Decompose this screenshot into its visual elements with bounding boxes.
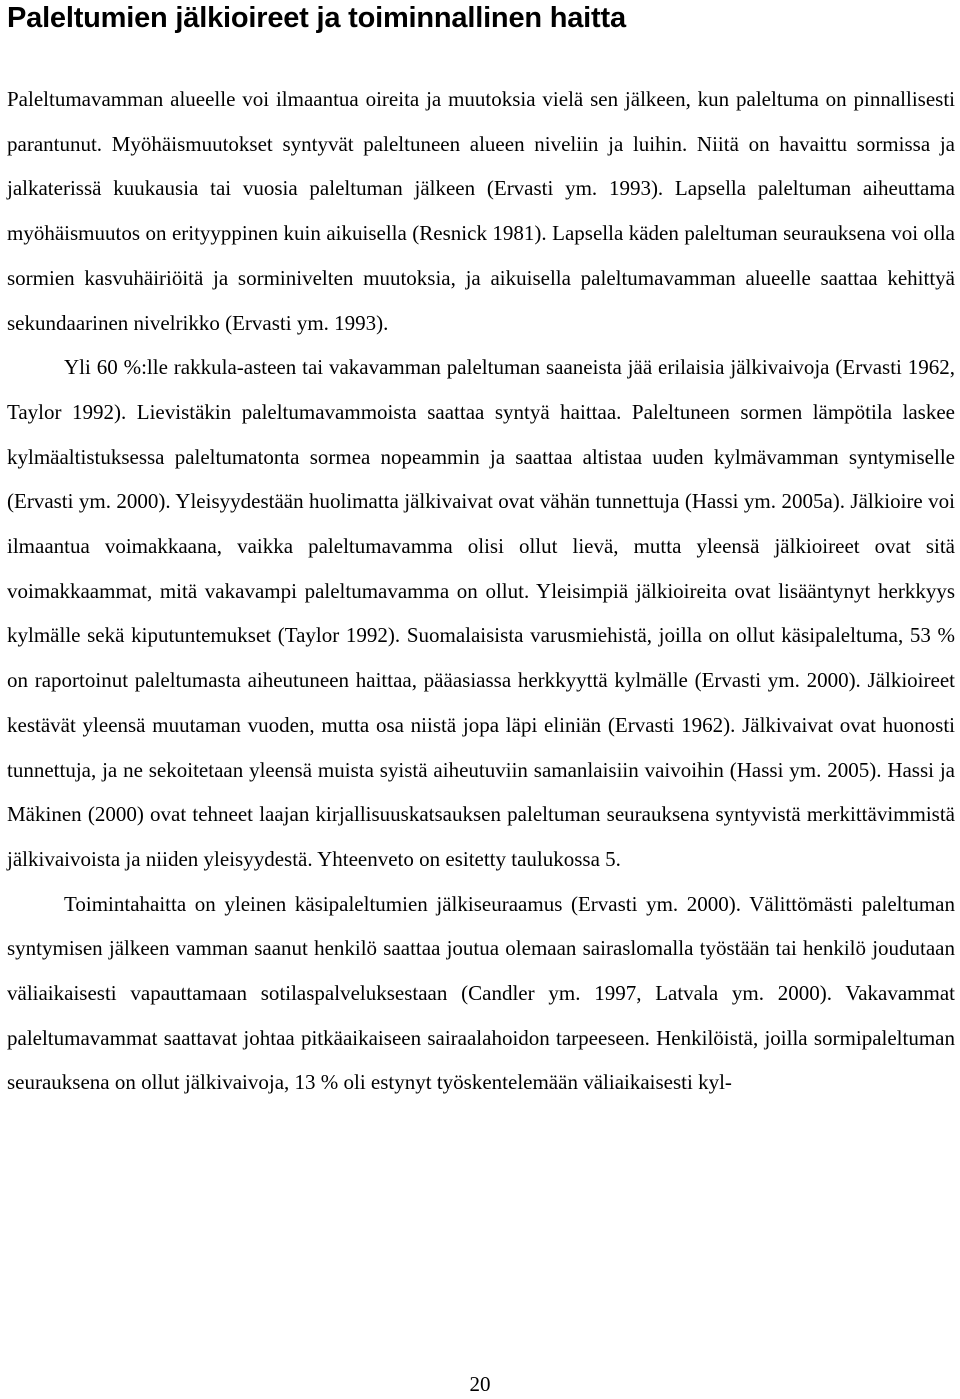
document-page xyxy=(7,0,955,1105)
paragraph-after-effects: Yli 60 %:lle rakkula-asteen tai vakavamman paleltuman saaneista jää erilaisia jälkivaivoja (Ervasti 1962, Taylor 1992). Lievistäkin paleltumavammoista saattaa syntyä haittaa. Paleltuneen sormen lämpötila laskee kylmäaltistuksessa paleltumatonta sormea nopeammin ja saattaa altistaa uuden kylmävamman syntymiselle (Ervasti ym. 2000). Yleisyydestään huolimatta jälkivaivat ovat vähän tunnettuja (Hassi ym. 2005a). Jälkioire voi ilmaantua voimakkaana, vaikka paleltumavamma olisi ollut lievä, mutta yleensä jälkioireet ovat sitä voimakkaammat, mitä vakavampi paleltumavamma on ollut. Yleisimpiä jälkioireita ovat lisääntynyt herkkyys kylmälle sekä kiputuntemukset (Taylor 1992). Suomalaisista varusmiehistä, joilla on ollut käsipaleltuma, 53 % on raportoinut paleltumasta aiheutuneen haittaa, pääasiassa herkkyyttä kylmälle (Ervasti ym. 2000). Jälkioireet kestävät yleensä muutaman vuoden, mutta osa niistä jopa läpi eliniän (Ervasti 1962). Jälkivaivat ovat huonosti tunnettuja, ja ne sekoitetaan yleensä muista syistä aiheutuviin samanlaisiin vaivoihin (Hassi ym. 2005). Hassi ja Mäkinen (2000) ovat tehneet laajan kirjallisuuskatsauksen paleltuman seurauksena syntyvistä merkittävimmistä jälkivaivoista ja niiden yleisyydestä. Yhteenveto on esitetty taulukossa 5. xyxy=(7,355,955,871)
section-heading: Paleltumien jälkioireet ja toiminnallinen haitta xyxy=(7,2,626,34)
page-number: 20 xyxy=(469,1372,491,1396)
paragraph-functional-disability: Toimintahaitta on yleinen käsipaleltumien jälkiseuraamus (Ervasti ym. 2000). Välittömästi paleltuman syntymisen jälkeen vamman saanut henkilö saattaa joutua olemaan sairaslomalla työstään tai henkilö joudutaan väliaikaisesti vapauttamaan sotilaspalveluksestaan (Candler ym. 1997, Latvala ym. 2000). Vakavammat paleltumavammat saattavat johtaa pitkäaikaiseen sairaalahoidon tarpeeseen. Henkilöistä, joilla sormipaleltuman seurauksena on ollut jälkivaivoja, 13 % oli estynyt työskentelemään väliaikaisesti kyl- xyxy=(7,891,955,1095)
paragraph-late-changes: Paleltumavamman alueelle voi ilmaantua oireita ja muutoksia vielä sen jälkeen, kun paleltuma on pinnallisesti parantunut. Myöhäismuutokset syntyvät paleltuneen alueen niveliin ja luihin. Niitä on havaittu sormissa ja jalkaterissä kuukausia tai vuosia paleltuman jälkeen (Ervasti ym. 1993). Lapsella paleltuman aiheuttama myöhäismuutos on erityyppinen kuin aikuisella (Resnick 1981). Lapsella käden paleltuman seurauksena voi olla sormien kasvuhäiriöitä ja sorminivelten muutoksia, ja aikuisella paleltumavamman alueelle saattaa kehittyä sekundaarinen nivelrikko (Ervasti ym. 1993). xyxy=(7,87,955,335)
